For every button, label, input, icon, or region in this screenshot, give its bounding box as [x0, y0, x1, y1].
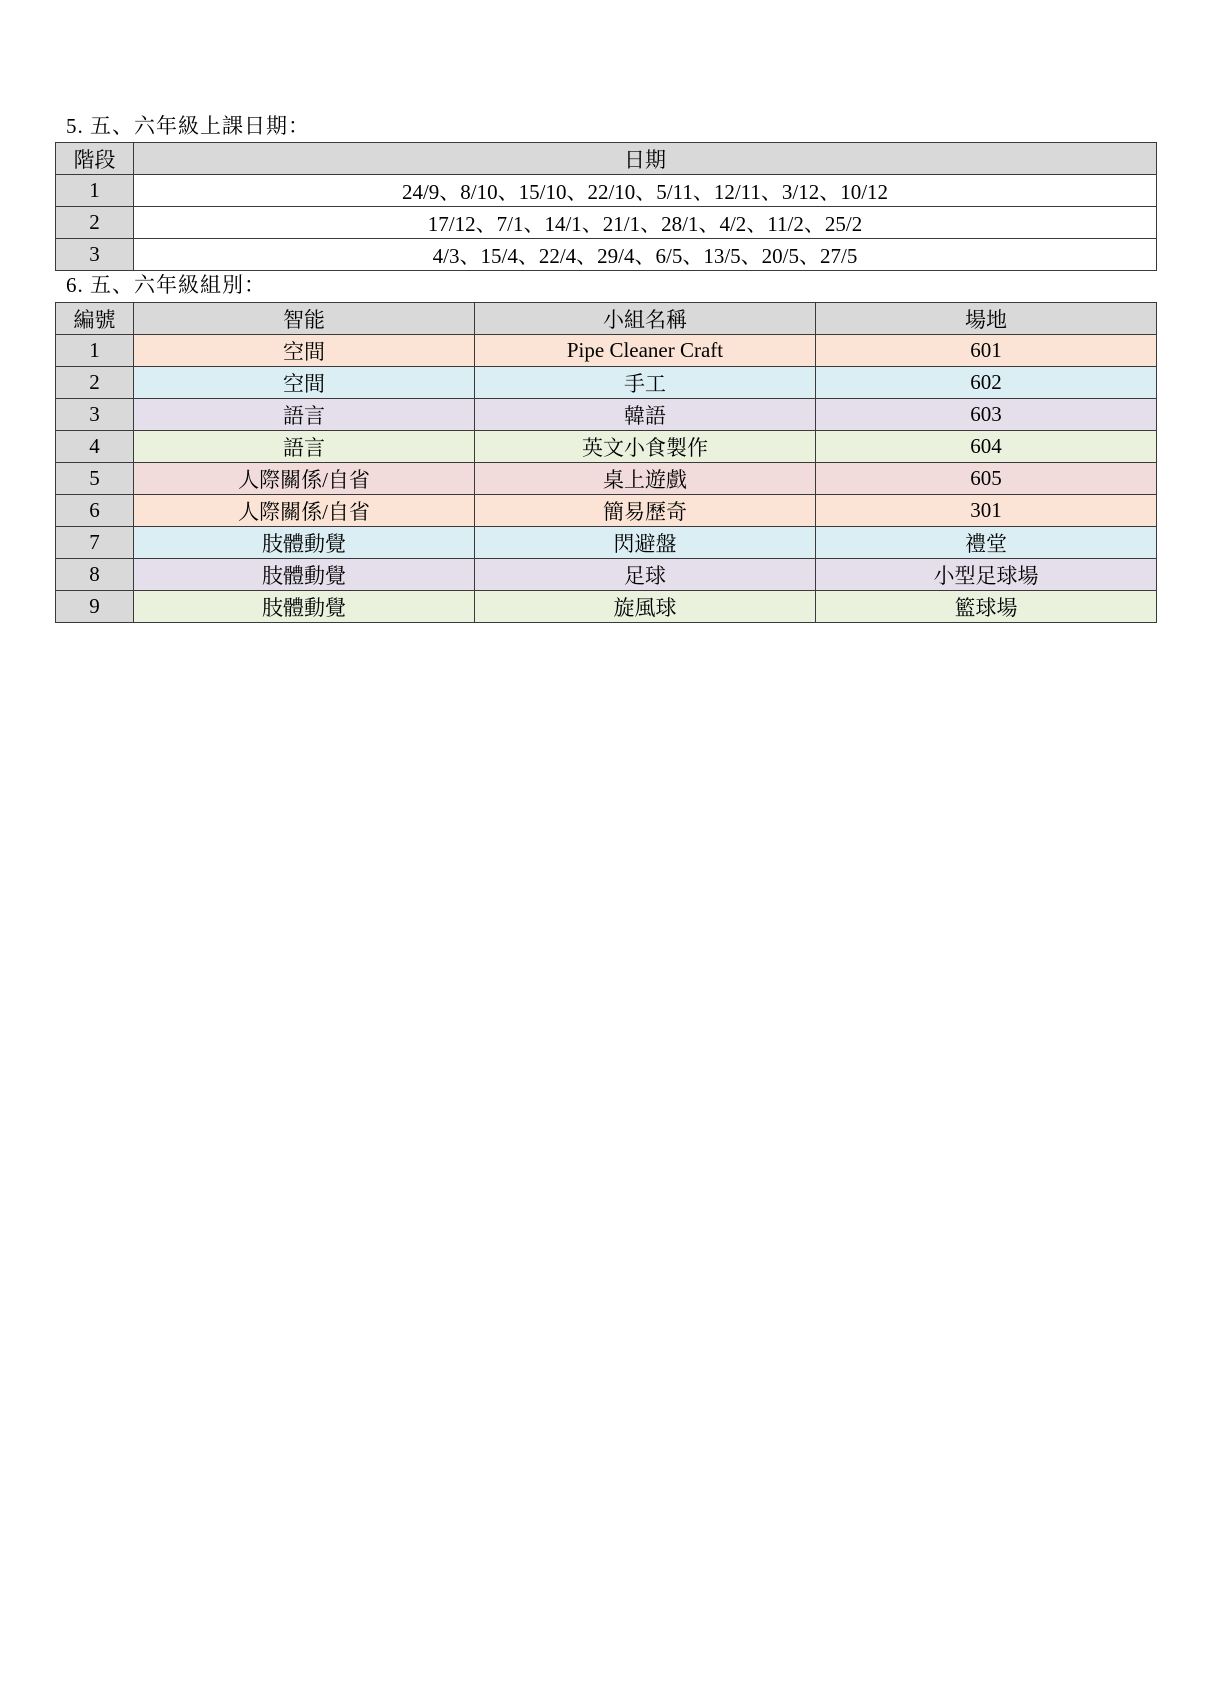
group-name-cell: Pipe Cleaner Craft: [475, 335, 816, 367]
table-row: [56, 367, 1157, 399]
table-row: [56, 463, 1157, 495]
venue-cell: 604: [816, 431, 1157, 463]
stage-cell: 2: [56, 207, 134, 239]
dates-cell: 4/3、15/4、22/4、29/4、6/5、13/5、20/5、27/5: [134, 239, 1157, 271]
number-cell: 9: [56, 591, 134, 623]
venue-cell: 602: [816, 367, 1157, 399]
table-row: [56, 335, 1157, 367]
group-name-cell: 簡易歷奇: [475, 495, 816, 527]
stage-cell: 3: [56, 239, 134, 271]
intelligence-cell: 空間: [134, 367, 475, 399]
number-cell: 1: [56, 335, 134, 367]
column-header-number: 編號: [56, 303, 134, 335]
number-cell: 4: [56, 431, 134, 463]
intelligence-cell: 肢體動覺: [134, 527, 475, 559]
venue-cell: 小型足球場: [816, 559, 1157, 591]
table-row: [56, 591, 1157, 623]
intelligence-cell: 空間: [134, 335, 475, 367]
intelligence-cell: 人際關係/自省: [134, 463, 475, 495]
section-6-heading: 6. 五、六年級組別：: [66, 273, 266, 297]
group-name-cell: 桌上遊戲: [475, 463, 816, 495]
table-row: [56, 239, 1157, 271]
venue-cell: 籃球場: [816, 591, 1157, 623]
groups-table-body: [56, 335, 1157, 623]
groups-table: [55, 302, 1157, 623]
table-row: [56, 175, 1157, 207]
venue-cell: 301: [816, 495, 1157, 527]
column-header-group-name: 小組名稱: [475, 303, 816, 335]
number-cell: 2: [56, 367, 134, 399]
group-name-cell: 足球: [475, 559, 816, 591]
column-header-intelligence: 智能: [134, 303, 475, 335]
intelligence-cell: 肢體動覺: [134, 559, 475, 591]
table-header-row: [56, 303, 1157, 335]
column-header-dates: 日期: [134, 143, 1157, 175]
venue-cell: 禮堂: [816, 527, 1157, 559]
table-header-row: [56, 143, 1157, 175]
number-cell: 8: [56, 559, 134, 591]
number-cell: 5: [56, 463, 134, 495]
table-row: [56, 431, 1157, 463]
venue-cell: 605: [816, 463, 1157, 495]
table-row: [56, 207, 1157, 239]
venue-cell: 601: [816, 335, 1157, 367]
group-name-cell: 旋風球: [475, 591, 816, 623]
group-name-cell: 英文小食製作: [475, 431, 816, 463]
intelligence-cell: 人際關係/自省: [134, 495, 475, 527]
number-cell: 7: [56, 527, 134, 559]
group-name-cell: 手工: [475, 367, 816, 399]
intelligence-cell: 語言: [134, 399, 475, 431]
number-cell: 3: [56, 399, 134, 431]
group-name-cell: 閃避盤: [475, 527, 816, 559]
venue-cell: 603: [816, 399, 1157, 431]
schedule-table: [55, 142, 1157, 271]
column-header-venue: 場地: [816, 303, 1157, 335]
intelligence-cell: 肢體動覺: [134, 591, 475, 623]
table-row: [56, 527, 1157, 559]
table-row: [56, 399, 1157, 431]
dates-cell: 17/12、7/1、14/1、21/1、28/1、4/2、11/2、25/2: [134, 207, 1157, 239]
section-5-heading: 5. 五、六年級上課日期：: [66, 114, 310, 138]
dates-cell: 24/9、8/10、15/10、22/10、5/11、12/11、3/12、10/12: [134, 175, 1157, 207]
table-row: [56, 559, 1157, 591]
table-row: [56, 495, 1157, 527]
number-cell: 6: [56, 495, 134, 527]
intelligence-cell: 語言: [134, 431, 475, 463]
group-name-cell: 韓語: [475, 399, 816, 431]
stage-cell: 1: [56, 175, 134, 207]
column-header-stage: 階段: [56, 143, 134, 175]
